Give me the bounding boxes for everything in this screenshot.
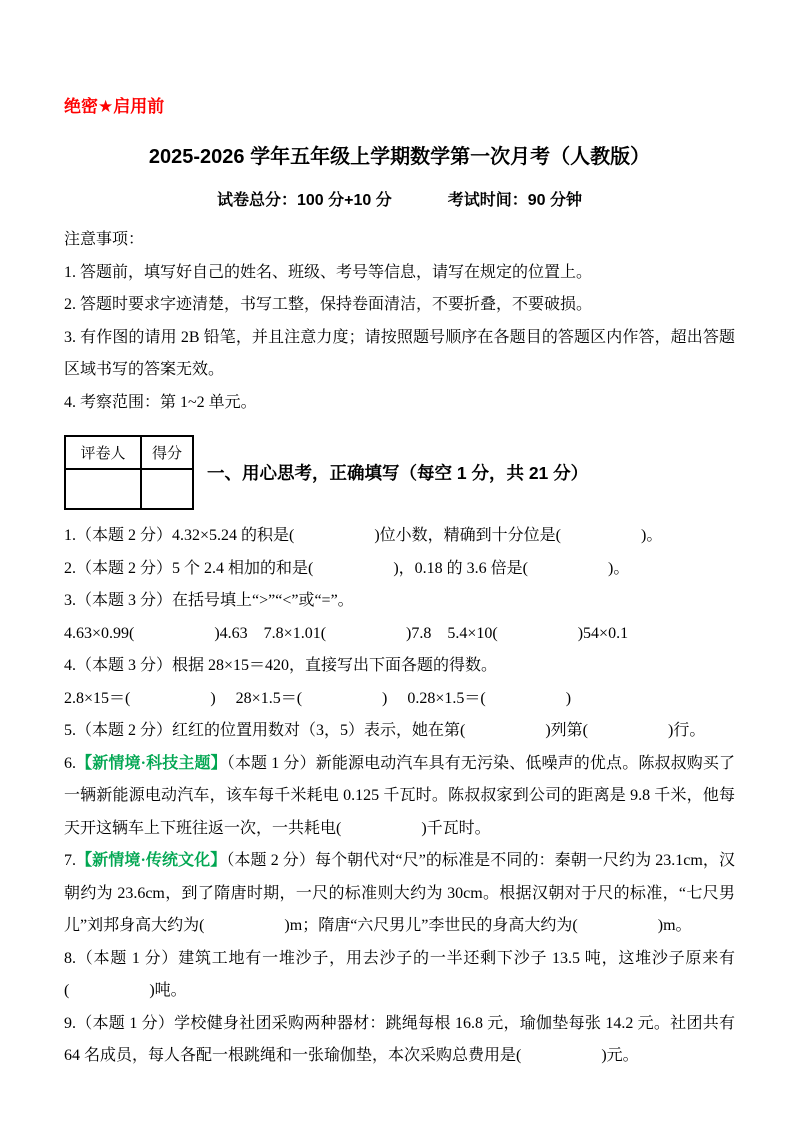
- questions-list: [64, 520, 735, 1073]
- question-9: [64, 1008, 735, 1073]
- notices-heading: 注意事项：: [64, 231, 145, 248]
- question-2-number: 2.: [64, 559, 76, 577]
- grader-table-value-row: [65, 469, 193, 509]
- question-7-tag: 【新情境·传统文化】: [76, 852, 227, 869]
- exam-title: 2025-2026 学年五年级上学期数学第一次月考（人教版）: [148, 146, 651, 168]
- notice-item-2: 2. 答题时要求字迹清楚，书写工整，保持卷面清洁，不要折叠，不要破损。: [64, 296, 593, 313]
- question-6-tag: 【新情境·科技主题】: [76, 754, 227, 772]
- question-8-number: 8.: [64, 949, 76, 967]
- score-value-cell[interactable]: [141, 469, 193, 509]
- question-7: [64, 845, 735, 943]
- question-3: [64, 585, 735, 618]
- question-9-number: 9.: [64, 1014, 76, 1032]
- question-3-number: 3.: [64, 592, 76, 609]
- question-8: [64, 943, 735, 1008]
- question-7-text: （本题 2 分）每个朝代对“尺”的标准是不同的：秦朝一尺约为 23.1cm，汉朝约为 23.6cm，到了隋唐时期，一尺的标准则大约为 30cm。根据汉朝对于尺的标准，“七尺男儿”刘邦身高大约为( )m；隋唐“六尺男儿”李世民的身高大约为( )m。: [64, 852, 735, 934]
- question-5-text: （本题 2 分）红红的位置用数对（3，5）表示，她在第( )列第( )行。: [76, 722, 706, 739]
- question-9-text: （本题 1 分）学校健身社团采购两种器材：跳绳每根 16.8 元，瑜伽垫每张 14.2 元。社团共有 64 名成员，每人各配一根跳绳和一张瑜伽垫，本次采购总费用是( )元。: [64, 1014, 735, 1064]
- question-1-text: （本题 2 分）4.32×5.24 的积是( )位小数，精确到十分位是( )。: [76, 527, 663, 544]
- question-7-number: 7.: [64, 852, 76, 869]
- question-4: [64, 650, 735, 683]
- question-1-number: 1.: [64, 527, 76, 544]
- question-5: [64, 715, 735, 748]
- notices-section: [64, 224, 735, 419]
- total-score-label: 试卷总分：100 分+10 分: [217, 192, 392, 209]
- classification-label: 绝密★启用前: [64, 97, 165, 116]
- score-label-cell: 得分: [141, 436, 193, 469]
- question-1: [64, 520, 735, 553]
- grader-table-header-row: [65, 436, 193, 469]
- question-4-expressions: 2.8×15＝( ) 28×1.5＝( ) 0.28×1.5＝( ): [64, 689, 572, 707]
- notice-item-3: 3. 有作图的请用 2B 铅笔，并且注意力度；请按照题号顺序在各题目的答题区内作答，超出答题区域书写的答案无效。: [64, 328, 735, 378]
- question-5-number: 5.: [64, 722, 76, 739]
- notice-item-1: 1. 答题前，填写好自己的姓名、班级、考号等信息，请写在规定的位置上。: [64, 263, 593, 281]
- question-4-text: （本题 3 分）根据 28×15＝420，直接写出下面各题的得数。: [76, 657, 498, 674]
- question-2-text: （本题 2 分）5 个 2.4 相加的和是( )，0.18 的 3.6 倍是( )。: [76, 559, 630, 577]
- section-1-heading: 一、用心思考，正确填写（每空 1 分，共 21 分）: [207, 463, 589, 483]
- grader-score-table: [64, 435, 194, 510]
- question-2: [64, 553, 735, 586]
- question-6-number: 6.: [64, 754, 76, 772]
- question-4-number: 4.: [64, 657, 76, 674]
- question-6-text: （本题 1 分）新能源电动汽车具有无污染、低噪声的优点。陈叔叔购买了一辆新能源电动汽车，该车每千米耗电 0.125 千瓦时。陈叔叔家到公司的距离是 9.8 千米，他每天开这辆车上下班往返一次，一共耗电( )千瓦时。: [64, 754, 735, 837]
- question-3-expressions: 4.63×0.99( )4.63 7.8×1.01( )7.8 5.4×10( )54×0.1: [64, 624, 629, 642]
- grader-label-cell: 评卷人: [65, 436, 141, 469]
- question-6: [64, 748, 735, 846]
- grader-value-cell[interactable]: [65, 469, 141, 509]
- section-1-header-row: [64, 435, 735, 510]
- exam-meta-row: [64, 190, 735, 212]
- exam-time-label: 考试时间：90 分钟: [447, 192, 582, 209]
- question-8-text: （本题 1 分）建筑工地有一堆沙子，用去沙子的一半还剩下沙子 13.5 吨，这堆沙子原来有( )吨。: [64, 949, 735, 999]
- notice-item-4: 4. 考察范围：第 1~2 单元。: [64, 393, 257, 411]
- question-3-text: （本题 3 分）在括号填上“>”“<”或“=”。: [76, 592, 354, 609]
